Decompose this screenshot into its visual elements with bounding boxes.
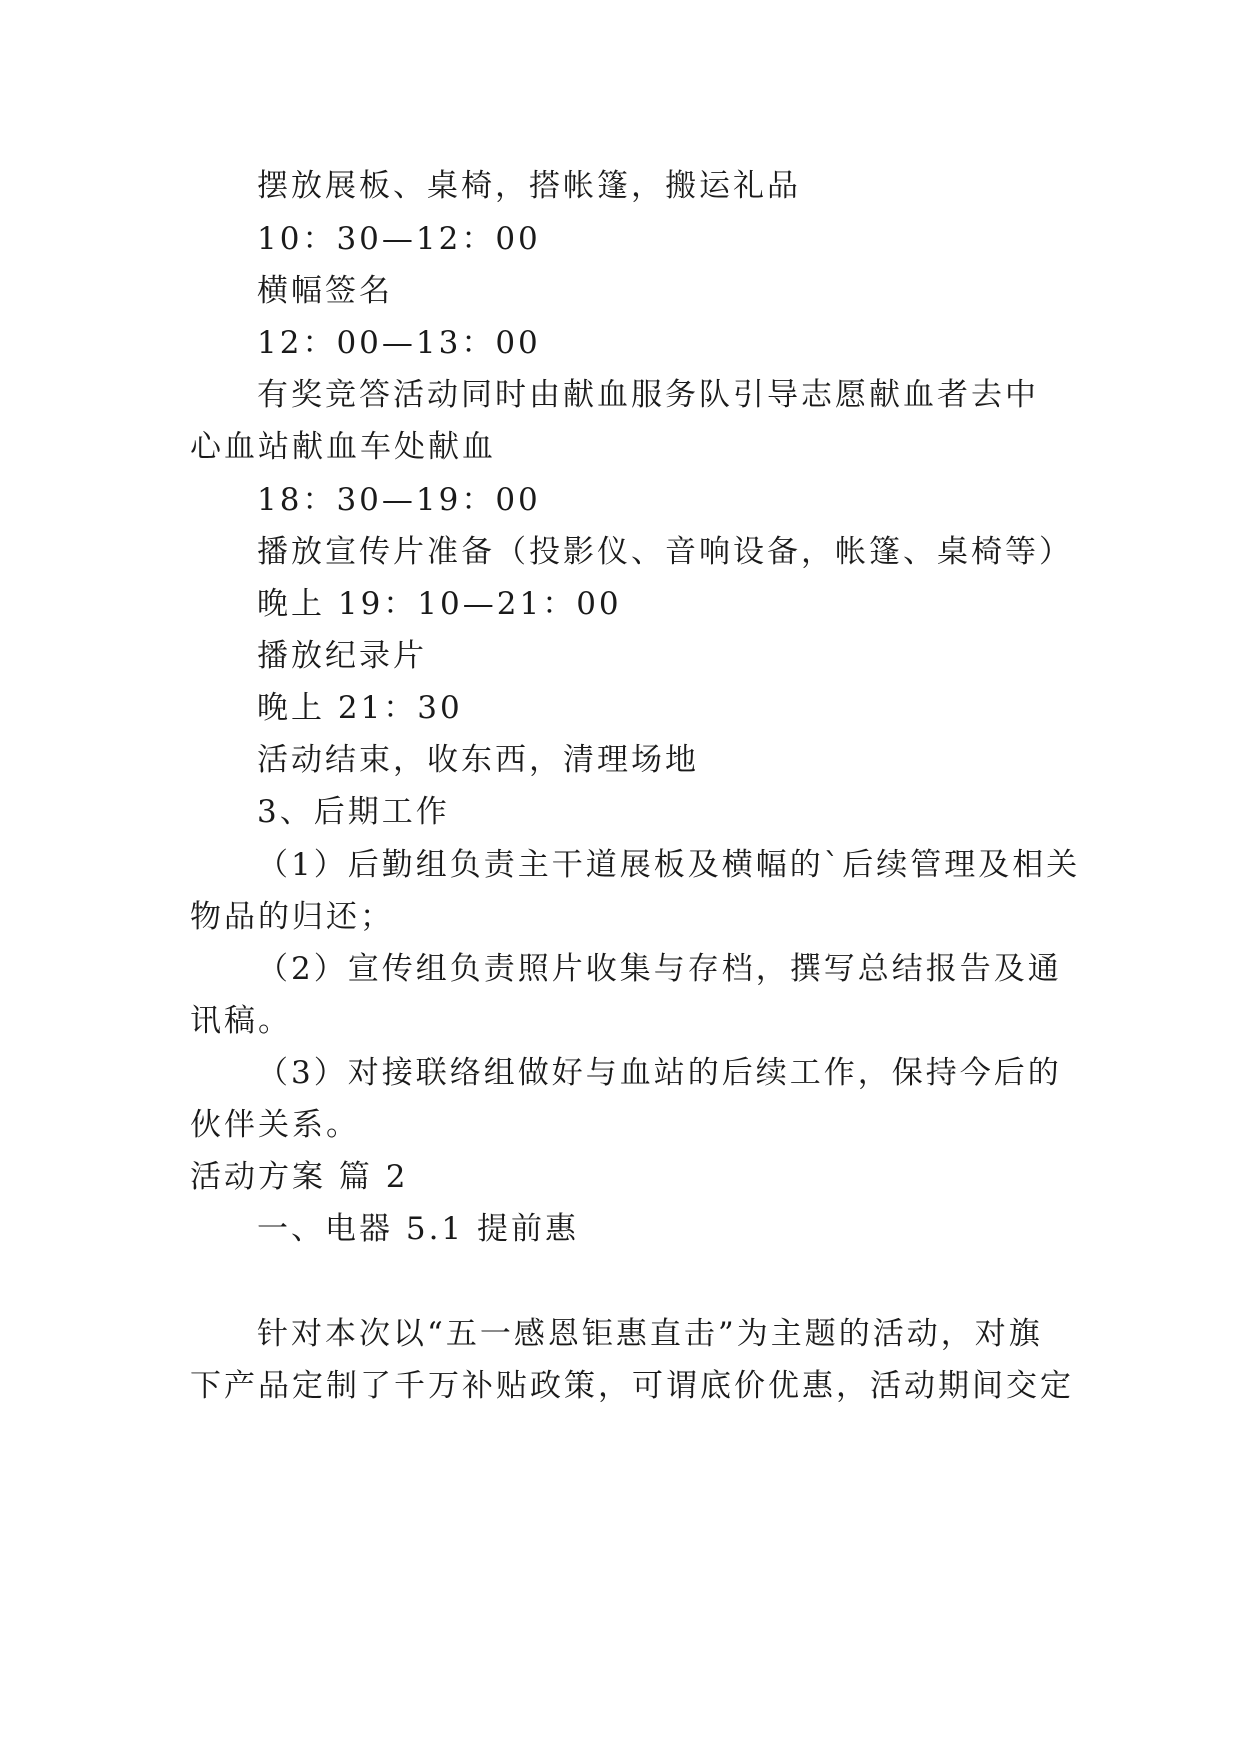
time-line: 晚上 19：10—21：00 (257, 586, 622, 622)
text-line: 针对本次以“五一感恩钜惠直击”为主题的活动，对旗 (257, 1316, 1043, 1352)
section-title: 活动方案 篇 2 (190, 1159, 409, 1195)
text-line: 摆放展板、桌椅，搭帐篷，搬运礼品 (257, 168, 801, 204)
time-line: 晚上 21：30 (257, 690, 463, 726)
text-line: 横幅签名 (257, 273, 393, 309)
time-line: 12：00—13：00 (257, 325, 541, 361)
text-line: （1）后勤组负责主干道展板及横幅的`后续管理及相关 (257, 847, 1081, 883)
subsection-heading: 一、电器 5.1 提前惠 (257, 1211, 580, 1247)
text-line: 讯稿。 (190, 1003, 292, 1039)
time-line: 18：30—19：00 (257, 482, 541, 518)
text-line: 播放纪录片 (257, 638, 427, 674)
text-line: 活动结束，收东西，清理场地 (257, 742, 699, 778)
text-line: 下产品定制了千万补贴政策，可谓底价优惠，活动期间交定 (190, 1368, 1074, 1404)
text-line: （3）对接联络组做好与血站的后续工作，保持今后的 (257, 1055, 1062, 1091)
text-line: 心血站献血车处献血 (190, 429, 496, 465)
time-line: 10：30—12：00 (257, 221, 541, 257)
text-line: 物品的归还； (190, 899, 394, 935)
text-line: （2）宣传组负责照片收集与存档，撰写总结报告及通 (257, 951, 1062, 987)
text-line: 播放宣传片准备（投影仪、音响设备，帐篷、桌椅等） (257, 534, 1073, 570)
text-line: 伙伴关系。 (190, 1107, 360, 1143)
text-line: 有奖竞答活动同时由献血服务队引导志愿献血者去中 (257, 377, 1039, 413)
section-heading: 3、后期工作 (257, 794, 450, 830)
